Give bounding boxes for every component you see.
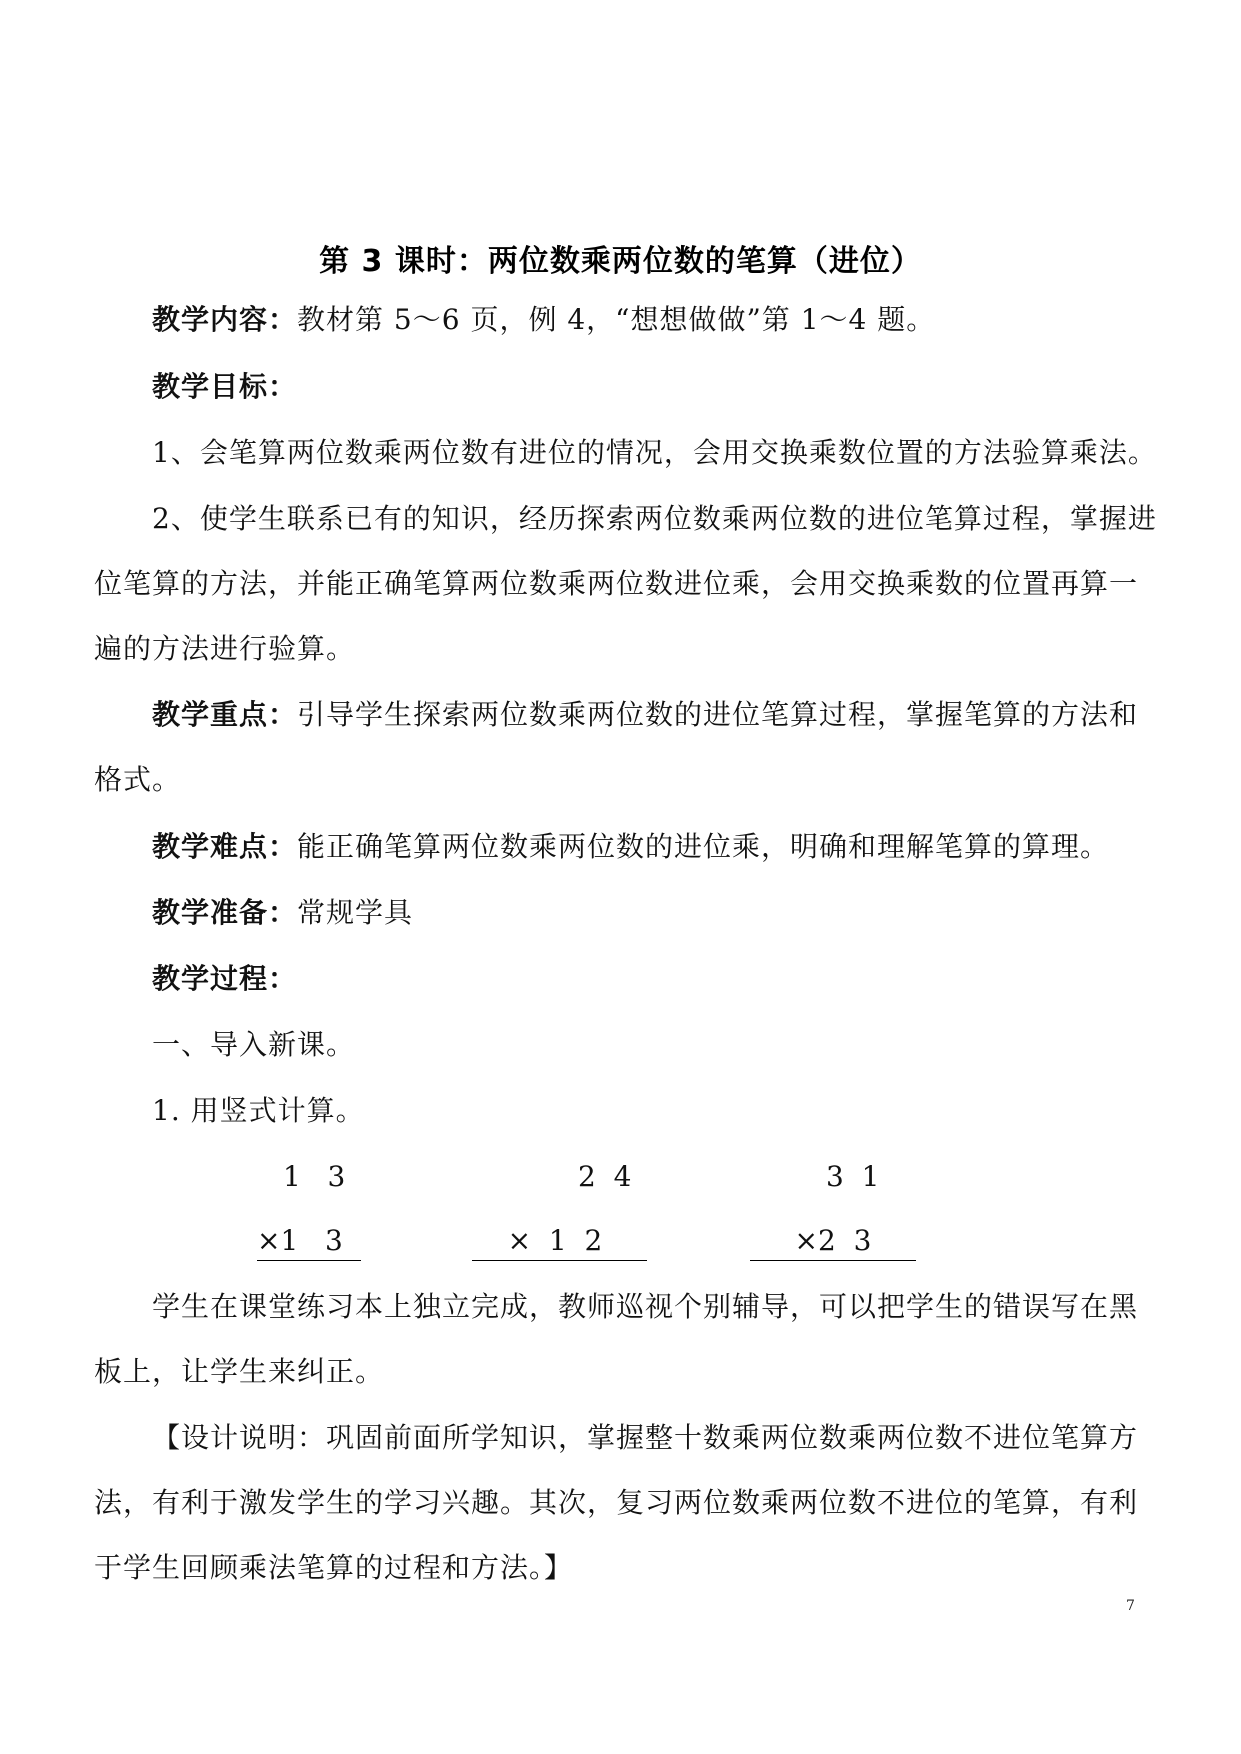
teaching-content-line [152,303,935,337]
goal-item-1: 1、会笔算两位数乘两位数有进位的情况，会用交换乘数位置的方法验算乘法。 [152,436,1157,469]
practice-line-1: 学生在课堂练习本上独立完成，教师巡视个别辅导，可以把学生的错误写在黑 [152,1290,1139,1323]
key-point-text: 引导学生探索两位数乘两位数的进位笔算过程，掌握笔算的方法和 [297,698,1139,731]
page-number: 7 [1126,1598,1135,1614]
calc-1-bottom: ×1 3 [257,1224,361,1261]
difficulty-line [152,830,1109,864]
teaching-goals-label: 教学目标： [152,370,298,403]
teaching-content-label: 教学内容： [152,303,298,336]
goal-item-2-line-1: 2、使学生联系已有的知识，经历探索两位数乘两位数的进位笔算过程，掌握进 [152,502,1157,535]
process-label: 教学过程： [152,962,298,995]
difficulty-text: 能正确笔算两位数乘两位数的进位乘，明确和理解笔算的算理。 [297,830,1110,863]
step-1-heading: 1. 用竖式计算。 [152,1094,365,1127]
calc-3-bottom: ×2 3 [750,1224,916,1261]
teaching-content-text: 教材第 5～6 页，例 4，“想想做做”第 1～4 题。 [297,303,936,336]
design-note-line-2: 法，有利于激发学生的学习兴趣。其次，复习两位数乘两位数不进位的笔算，有利 [94,1486,1139,1519]
key-point-line [152,698,1138,732]
design-note-line-1: 【设计说明：巩固前面所学知识，掌握整十数乘两位数乘两位数不进位笔算方 [152,1421,1139,1454]
calc-2-bottom: × 1 2 [472,1224,647,1261]
design-note-line-3: 于学生回顾乘法笔算的过程和方法。】 [94,1551,574,1584]
calc-2-top: 2 4 [578,1160,632,1193]
preparation-label: 教学准备： [152,896,298,929]
section-1-heading: 一、导入新课。 [152,1028,356,1061]
key-point-label: 教学重点： [152,698,298,731]
practice-line-2: 板上，让学生来纠正。 [94,1355,385,1388]
calc-3-top: 3 1 [826,1160,880,1193]
goal-item-2-line-3: 遍的方法进行验算。 [94,632,356,665]
preparation-text: 常规学具 [297,896,414,929]
goal-item-2-line-2: 位笔算的方法，并能正确笔算两位数乘两位数进位乘，会用交换乘数的位置再算一 [94,567,1139,600]
difficulty-label: 教学难点： [152,830,298,863]
page-title: 第 3 课时：两位数乘两位数的笔算（进位） [319,244,922,279]
preparation-line [152,896,413,930]
key-point-line-2: 格式。 [94,763,182,796]
calc-1-top: 1 3 [283,1160,346,1193]
